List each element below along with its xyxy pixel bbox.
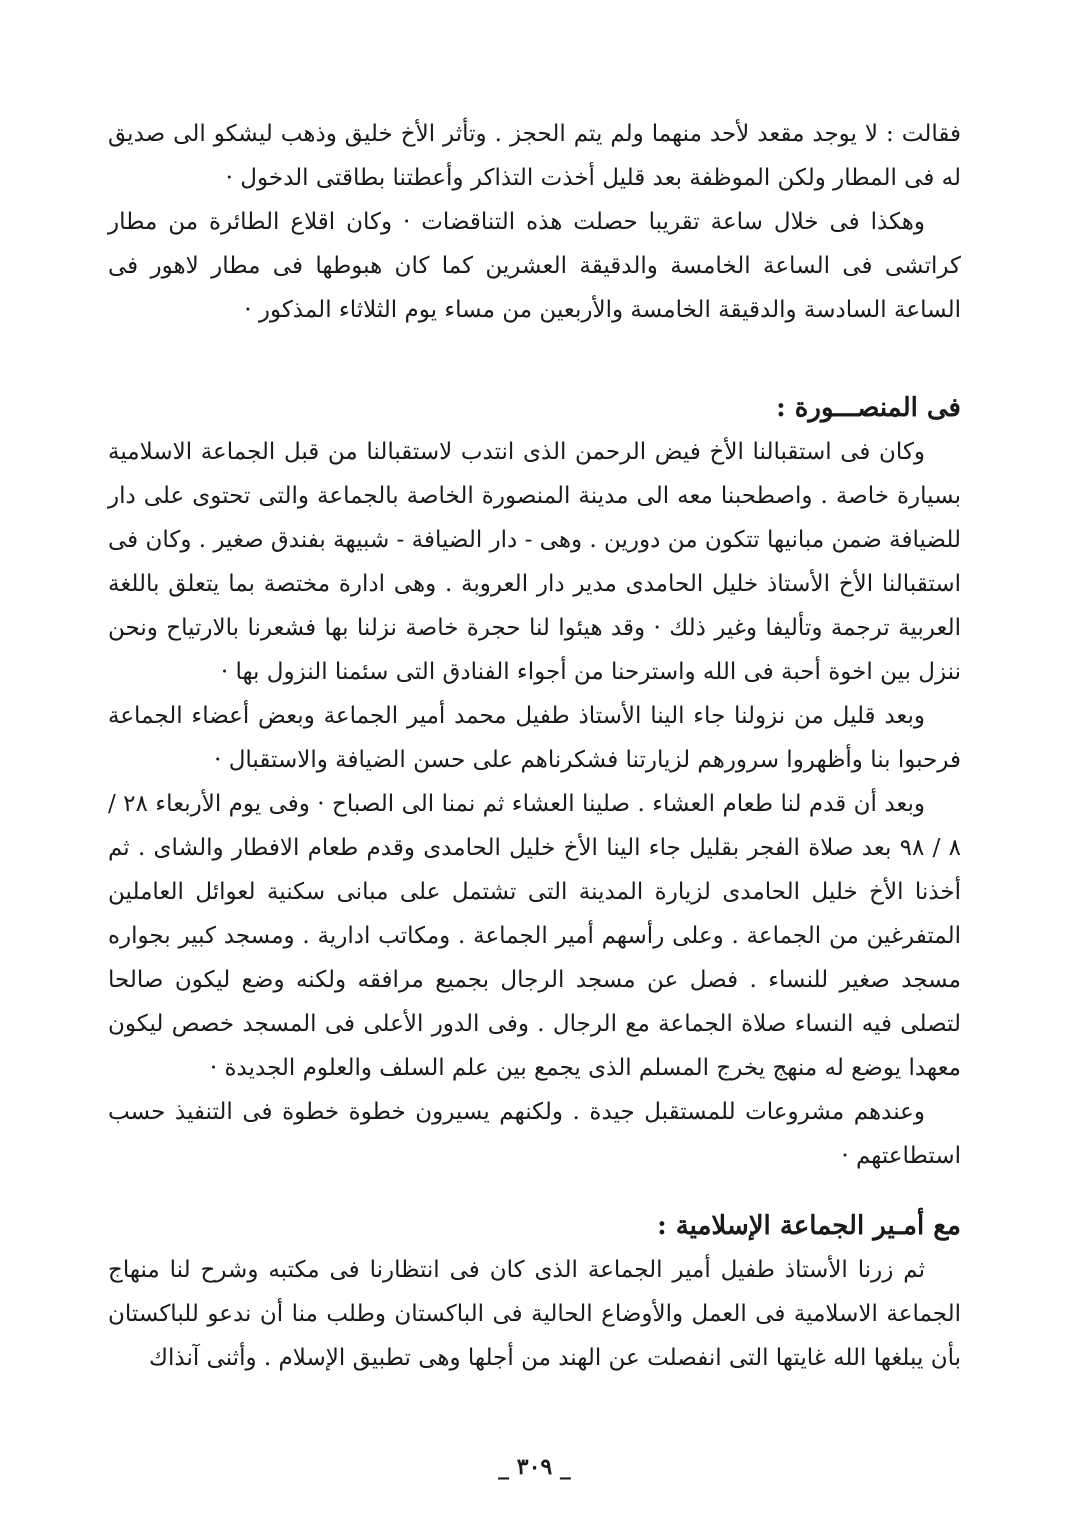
section-spacer xyxy=(108,332,961,386)
page-number: _ ٣٠٩ _ xyxy=(498,1454,571,1480)
paragraph-amir-meeting: ثم زرنا الأستاذ طفيل أمير الجماعة الذى كان فى انتظارنا فى مكتبه وشرح لنا منهاج الجماعة الاسلامية فى العمل والأوضاع الحالية فى الباكستان وطلب منا أن ندعو للباكستان بأن يبلغها الله غايتها التى انفصلت عن الهند من أجلها وهى تطبيق الإسلام . وأثنى آنذاك xyxy=(108,1257,961,1371)
section-spacer xyxy=(108,1178,961,1204)
paragraph-flight-times: وهكذا فى خلال ساعة تقريبا حصلت هذه التناقضات · وكان اقلاع الطائرة من مطار كراتشى فى الساعة الخامسة والدقيقة العشرين كما كان هبوطها فى مطار لاهور فى الساعة السادسة والدقيقة الخامسة والأربعين من مساء يوم الثلاثاء المذكور · xyxy=(108,209,961,323)
paragraph-city-tour: وبعد أن قدم لنا طعام العشاء . صلينا العشاء ثم نمنا الى الصباح · وفى يوم الأربعاء ٢٨ / ٨ / ٩٨ بعد صلاة الفجر بقليل جاء الينا الأخ خليل الحامدى وقدم طعام الافطار والشاى . ثم أخذنا الأخ خليل الحامدى لزيارة المدينة التى تشتمل على مبانى سكنية لعوائل العاملين المتفرغين من الجماعة . وعلى رأسهم أمير الجماعة . ومكاتب ادارية . ومسجد كبير بجواره مسجد صغير للنساء . فصل عن مسجد الرجال بجميع مرافقه ولكنه وضع ليكون صالحا لتصلى فيه النساء صلاة الجماعة مع الرجال . وفى الدور الأعلى فى المسجد خصص ليكون معهدا يوضع له منهج يخرج المسلم الذى يجمع بين علم السلف والعلوم الجديدة · xyxy=(108,791,961,1081)
paragraph-amir-visit: وبعد قليل من نزولنا جاء الينا الأستاذ طفيل محمد أمير الجماعة وبعض أعضاء الجماعة فرحبوا بنا وأظهروا سرورهم لزيارتنا فشكرناهم على حسن الضيافة والاستقبال · xyxy=(108,703,961,773)
paragraph-opening: فقالت : لا يوجد مقعد لأحد منهما ولم يتم الحجز . وتأثر الأخ خليق وذهب ليشكو الى صديق له فى المطار ولكن الموظفة بعد قليل أخذت التذاكر وأعطتنا بطاقتى الدخول · xyxy=(108,121,961,191)
paragraph-reception: وكان فى استقبالنا الأخ فيض الرحمن الذى انتدب لاستقبالنا من قبل الجماعة الاسلامية بسيارة خاصة . واصطحبنا معه الى مدينة المنصورة الخاصة بالجماعة والتى تحتوى على دار للضيافة ضمن مبانيها تتكون من دورين . وهى - دار الضيافة - شبيهة بفندق صغير . وكان فى استقبالنا الأخ الأستاذ خليل الحامدى مدير دار العروبة . وهى ادارة مختصة بما يتعلق باللغة العربية ترجمة وتأليفا وغير ذلك · وقد هيئوا لنا حجرة خاصة نزلنا بها فشعرنا بالارتياح ونحن ننزل بين اخوة أحبة فى الله واسترحنا من أجواء الفنادق التى سئمنا النزول بها · xyxy=(108,439,961,685)
paragraph-future-projects: وعندهم مشروعات للمستقبل جيدة . ولكنهم يسيرون خطوة خطوة فى التنفيذ حسب استطاعتهم · xyxy=(108,1099,961,1169)
section-heading-amir: مع أمـير الجماعة الإسلامية : xyxy=(657,1211,961,1241)
section-heading-mansoura: فى المنصـــورة : xyxy=(776,393,961,423)
